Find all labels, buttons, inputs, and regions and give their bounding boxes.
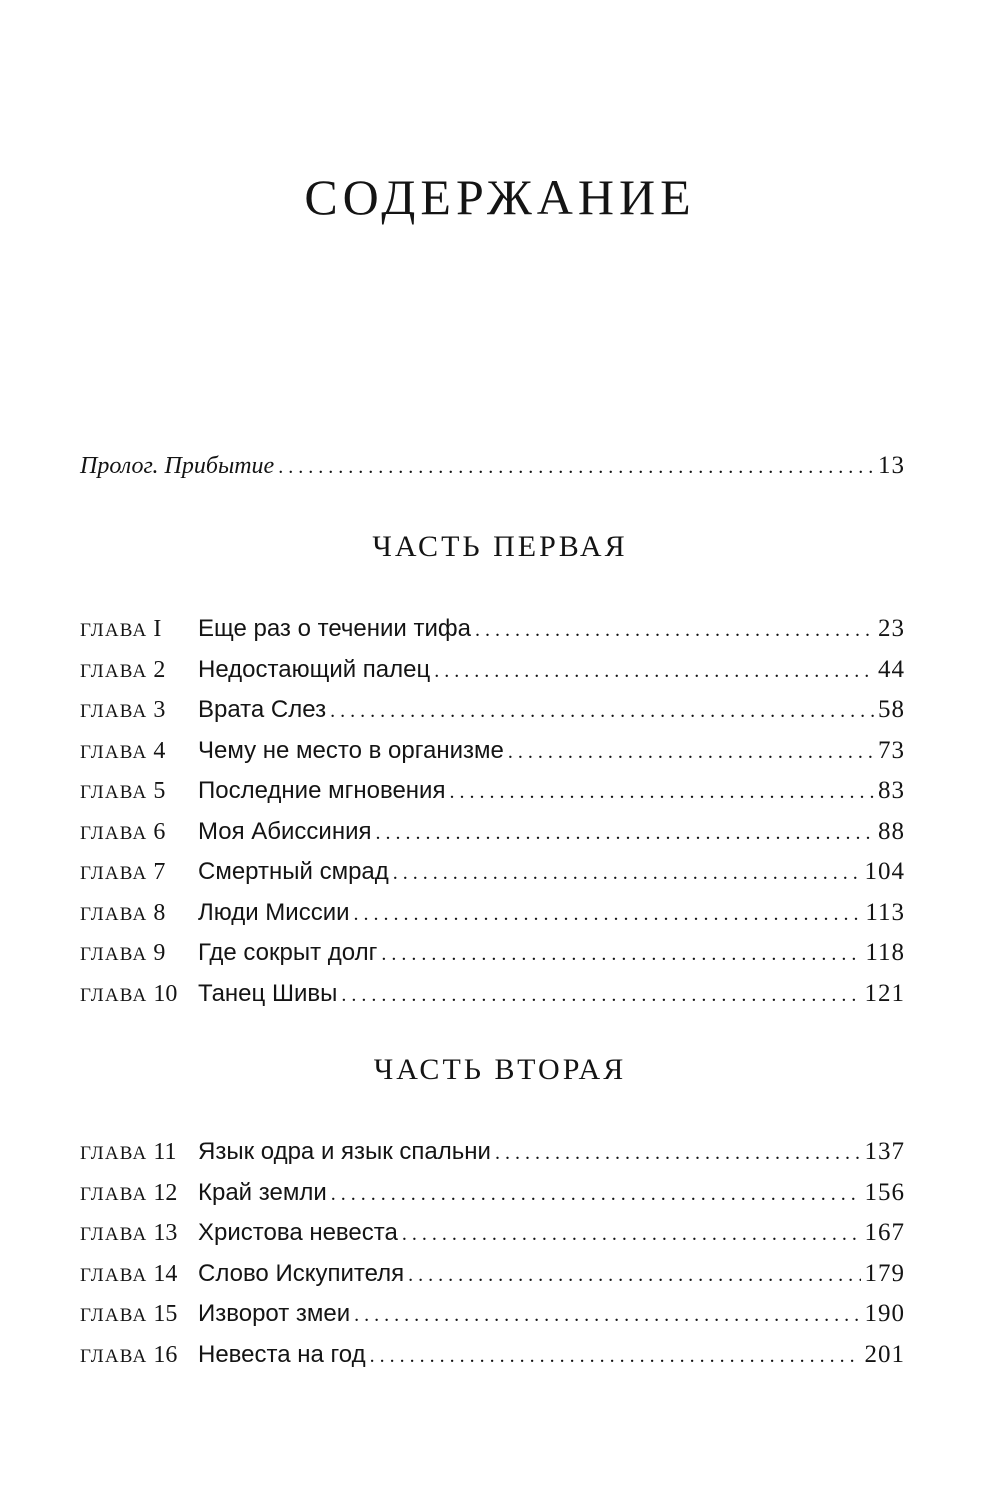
chapter-number-value: 10	[153, 980, 178, 1007]
chapter-number-value: 5	[153, 778, 166, 804]
chapter-number	[80, 1220, 198, 1247]
chapter-page-number: 121	[864, 979, 905, 1007]
chapter-label: ГЛАВА	[80, 1264, 148, 1286]
toc-entry-chapter[interactable]	[80, 1260, 905, 1296]
chapter-number-value: 6	[153, 818, 166, 845]
chapter-page-number: 44	[878, 655, 905, 683]
toc-entry-chapter[interactable]	[80, 899, 905, 935]
chapter-title: Невеста на год	[198, 1340, 366, 1368]
part-two-heading: ЧАСТЬ ВТОРАЯ	[373, 1053, 627, 1086]
chapter-number	[80, 738, 198, 765]
toc-entry-chapter[interactable]	[80, 656, 905, 692]
chapter-number	[80, 778, 198, 805]
chapter-title: Люди Миссии	[198, 898, 350, 926]
dot-leader	[393, 862, 861, 885]
page-title: СОДЕРЖАНИЕ	[304, 169, 696, 225]
toc-entry-chapter[interactable]	[80, 1219, 905, 1255]
chapter-number-value: 13	[153, 1220, 178, 1246]
chapter-number-value: 7	[153, 859, 166, 885]
chapter-title: Язык одра и язык спальни	[198, 1138, 491, 1165]
chapter-page-number: 156	[864, 1178, 905, 1206]
toc-entry-chapter[interactable]	[80, 980, 905, 1016]
chapter-page-number: 104	[864, 858, 905, 885]
dot-leader	[381, 943, 861, 966]
chapter-page-number: 201	[864, 1340, 905, 1368]
chapter-number-value: I	[153, 616, 162, 642]
chapter-page-number: 88	[878, 817, 905, 845]
chapter-number	[80, 819, 198, 846]
chapter-label: ГЛАВА	[80, 782, 148, 803]
toc-entry-chapter[interactable]	[80, 1341, 905, 1377]
dot-leader	[331, 1183, 861, 1206]
chapter-number	[80, 657, 198, 684]
chapter-number	[80, 616, 198, 643]
chapter-label: ГЛАВА	[80, 944, 148, 965]
toc-entry-prologue[interactable]	[80, 452, 905, 488]
chapter-number	[80, 1342, 198, 1369]
chapter-label: ГЛАВА	[80, 1224, 148, 1245]
chapter-title: Христова невеста	[198, 1219, 398, 1246]
chapter-label: ГЛАВА	[80, 701, 148, 722]
chapter-page-number: 179	[864, 1259, 905, 1287]
chapter-title: Слово Искупителя	[198, 1259, 405, 1287]
chapter-title: Танец Шивы	[198, 979, 338, 1007]
dot-leader	[354, 903, 862, 926]
part-one-heading: ЧАСТЬ ПЕРВАЯ	[372, 530, 628, 563]
chapter-label: ГЛАВА	[80, 741, 148, 763]
dot-leader	[449, 781, 874, 804]
toc-entry-chapter[interactable]	[80, 818, 905, 854]
chapter-title: Последние мгновения	[198, 777, 446, 804]
chapter-page-number: 83	[878, 777, 905, 804]
toc-entry-chapter[interactable]	[80, 939, 905, 975]
chapter-title: Изворот змеи	[198, 1300, 351, 1327]
chapter-label: ГЛАВА	[80, 1183, 148, 1205]
chapter-page-number: 137	[864, 1138, 905, 1165]
chapter-number-value: 8	[153, 899, 166, 926]
chapter-title: Недостающий палец	[198, 655, 431, 683]
chapter-label: ГЛАВА	[80, 1345, 148, 1367]
chapter-number-value: 16	[153, 1341, 178, 1368]
toc-entry-chapter[interactable]	[80, 858, 905, 894]
chapter-title: Смертный смрад	[198, 858, 389, 885]
chapter-page-number: 190	[864, 1300, 905, 1327]
chapter-page-number: 167	[864, 1219, 905, 1246]
chapter-number	[80, 859, 198, 886]
chapter-number	[80, 940, 198, 967]
chapter-page-number: 73	[878, 736, 905, 764]
chapter-page-number: 118	[865, 939, 905, 966]
dot-leader	[434, 660, 874, 683]
chapter-title: Чему не место в организме	[198, 736, 504, 764]
chapter-number	[80, 981, 198, 1008]
toc-entry-chapter[interactable]	[80, 615, 905, 651]
chapter-title: Врата Слез	[198, 696, 327, 723]
chapter-number	[80, 1180, 198, 1207]
chapter-title: Еще раз о течении тифа	[198, 615, 471, 642]
chapter-number-value: 9	[153, 940, 166, 966]
toc-entry-chapter[interactable]	[80, 737, 905, 773]
chapter-number-value: 11	[153, 1139, 177, 1165]
dot-leader	[508, 741, 874, 764]
chapter-label: ГЛАВА	[80, 1305, 148, 1326]
dot-leader	[370, 1345, 861, 1368]
chapter-number-value: 15	[153, 1301, 178, 1327]
chapter-title: Где сокрыт долг	[198, 939, 378, 966]
toc-entry-chapter[interactable]	[80, 1138, 905, 1174]
chapter-label: ГЛАВА	[80, 1143, 148, 1164]
chapter-number	[80, 697, 198, 724]
chapter-number	[80, 1139, 198, 1166]
toc-entry-chapter[interactable]	[80, 1179, 905, 1215]
prologue-page: 13	[878, 452, 905, 479]
chapter-number	[80, 900, 198, 927]
dot-leader	[376, 822, 875, 845]
chapter-label: ГЛАВА	[80, 822, 148, 844]
toc-entry-chapter[interactable]	[80, 696, 905, 732]
prologue-title: Пролог. Прибытие	[80, 453, 275, 479]
chapter-page-number: 113	[865, 898, 905, 926]
toc-entry-chapter[interactable]	[80, 777, 905, 813]
dot-leader	[408, 1264, 860, 1287]
dot-leader	[354, 1304, 860, 1327]
chapter-number-value: 14	[153, 1260, 178, 1287]
chapter-number	[80, 1301, 198, 1328]
chapter-label: ГЛАВА	[80, 620, 148, 641]
chapter-title: Край земли	[198, 1178, 327, 1206]
toc-entry-chapter[interactable]	[80, 1300, 905, 1336]
chapter-number-value: 3	[153, 697, 166, 723]
chapter-page-number: 23	[878, 615, 905, 642]
chapter-number-value: 4	[153, 737, 166, 764]
dot-leader	[278, 456, 874, 479]
chapter-number-value: 12	[153, 1179, 178, 1206]
chapter-page-number: 58	[878, 696, 905, 723]
chapter-label: ГЛАВА	[80, 903, 148, 925]
dot-leader	[341, 984, 860, 1007]
chapter-label: ГЛАВА	[80, 863, 148, 884]
chapter-label: ГЛАВА	[80, 660, 148, 682]
chapter-label: ГЛАВА	[80, 984, 148, 1006]
chapter-title: Моя Абиссиния	[198, 817, 372, 845]
dot-leader	[475, 619, 874, 642]
dot-leader	[495, 1142, 861, 1165]
chapter-number-value: 2	[153, 656, 166, 683]
chapter-number	[80, 1261, 198, 1288]
dot-leader	[402, 1223, 861, 1246]
dot-leader	[330, 700, 874, 723]
